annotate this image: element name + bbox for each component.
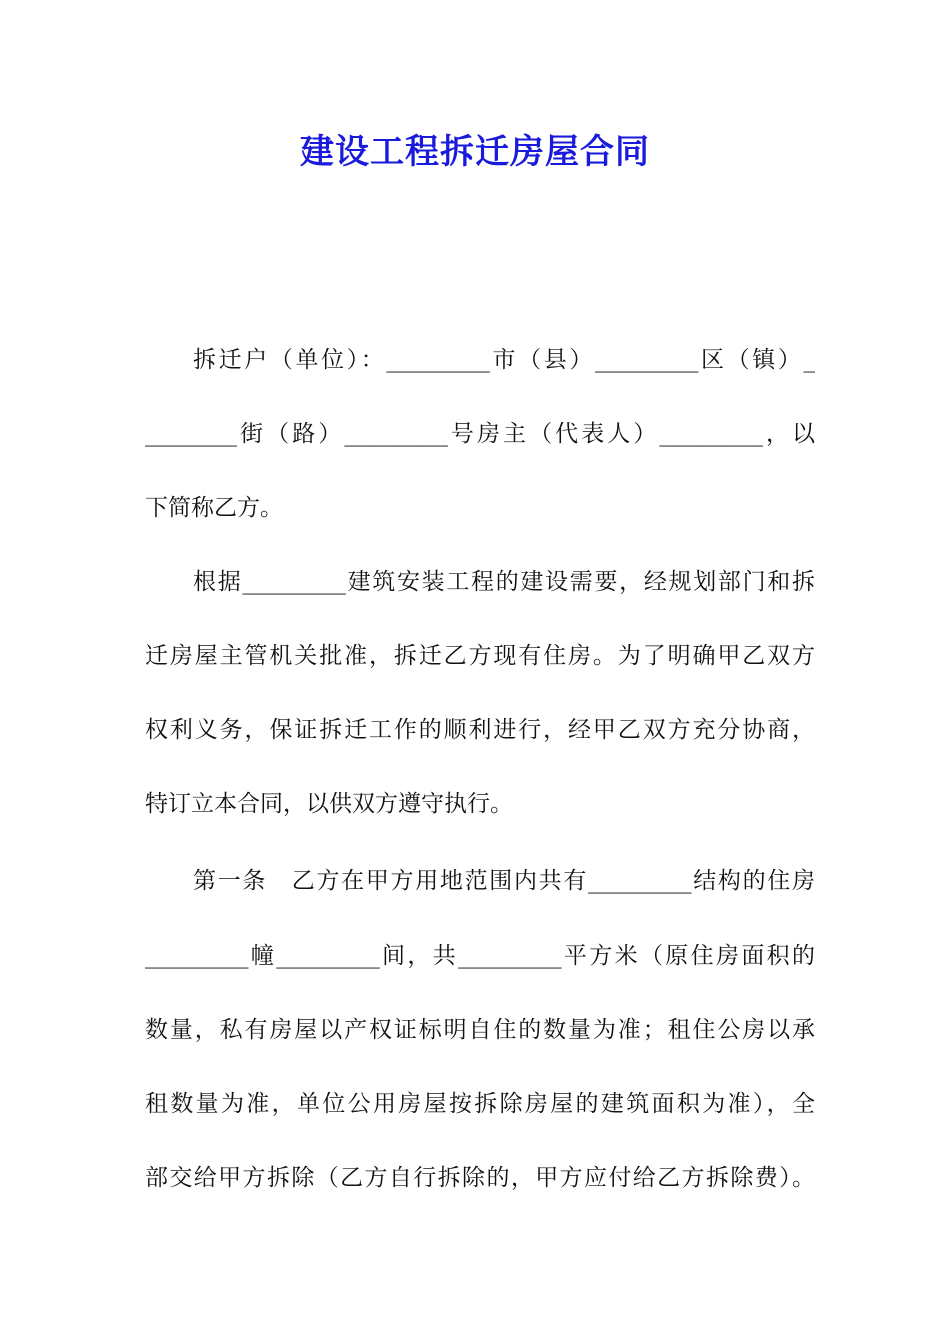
paragraph-line: 根据_________建筑安装工程的建设需要，经规划部门和拆 [193,569,815,595]
paragraph-line: ________街（路）_________号房主（代表人）_________，以 [145,421,815,447]
article-line: _________幢_________间，共_________平方米（原住房面积的 [145,943,815,969]
article-line: 租数量为准，单位公用房屋按拆除房屋的建筑面积为准），全 [145,1091,815,1117]
paragraph-line: 拆迁户（单位）：_________市（县）_________区（镇）_ [193,347,815,373]
paragraph-line: 下简称乙方。 [145,495,283,521]
paragraph-line: 特订立本合同，以供双方遵守执行。 [145,791,513,817]
article-line: 部交给甲方拆除（乙方自行拆除的，甲方应付给乙方拆除费）。 [145,1165,815,1191]
document-title: 建设工程拆迁房屋合同 [300,132,650,172]
article-line: 数量，私有房屋以产权证标明自住的数量为准；租住公房以承 [145,1017,815,1043]
article-line: 第一条 乙方在甲方用地范围内共有_________结构的住房 [193,868,815,894]
paragraph-line: 迁房屋主管机关批准，拆迁乙方现有住房。为了明确甲乙双方 [145,643,815,669]
paragraph-line: 权利义务，保证拆迁工作的顺利进行，经甲乙双方充分协商， [145,717,815,743]
